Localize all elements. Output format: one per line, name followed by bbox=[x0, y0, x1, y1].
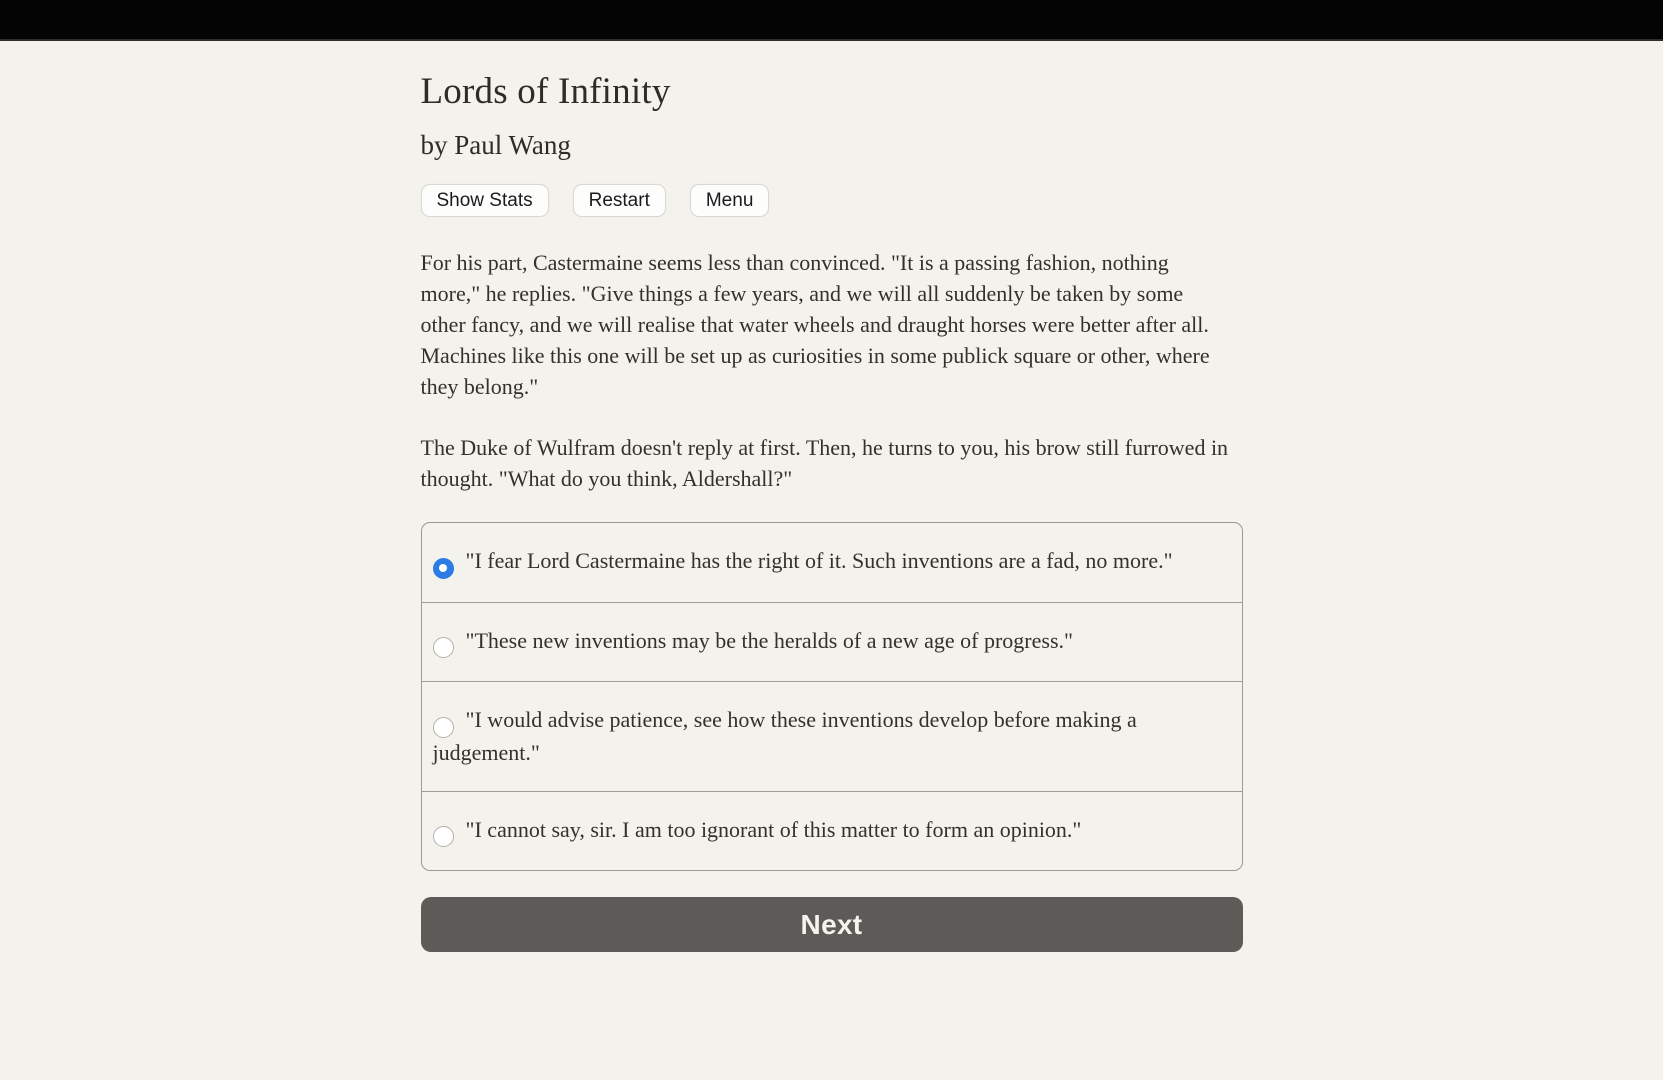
choice-option[interactable] bbox=[422, 602, 1242, 682]
choice-list bbox=[421, 522, 1243, 871]
next-button[interactable]: Next bbox=[421, 897, 1243, 952]
game-content bbox=[421, 41, 1243, 952]
restart-button[interactable]: Restart bbox=[573, 184, 666, 217]
choice-option-label: "These new inventions may be the heralds of a new age of progress." bbox=[465, 627, 1073, 653]
page-title: Lords of Infinity bbox=[420, 71, 671, 112]
show-stats-button[interactable]: Show Stats bbox=[421, 184, 549, 217]
radio-button-icon[interactable] bbox=[433, 558, 454, 579]
radio-button-icon[interactable] bbox=[433, 717, 454, 738]
choice-option[interactable] bbox=[422, 681, 1242, 791]
choice-option-label: "I cannot say, sir. I am too ignorant of this matter to form an opinion." bbox=[465, 816, 1082, 842]
choice-option-label: "I fear Lord Castermaine has the right of it. Such inventions are a fad, no more." bbox=[465, 548, 1173, 573]
toolbar bbox=[421, 184, 1243, 217]
story-text bbox=[421, 247, 1243, 494]
story-paragraph: The Duke of Wulfram doesn't reply at first. Then, he turns to you, his brow still furrowed in thought. "What do you think, Aldershall?" bbox=[420, 435, 1229, 491]
choice-option[interactable] bbox=[422, 523, 1242, 602]
choice-option-label: "I would advise patience, see how these inventions develop before making a judgement." bbox=[432, 707, 1137, 765]
radio-button-icon[interactable] bbox=[433, 637, 454, 658]
radio-button-icon[interactable] bbox=[433, 826, 454, 847]
menu-button[interactable]: Menu bbox=[690, 184, 770, 217]
author-byline: by Paul Wang bbox=[420, 130, 571, 160]
top-black-bar bbox=[0, 0, 1663, 41]
choice-option[interactable] bbox=[422, 791, 1242, 871]
story-paragraph: For his part, Castermaine seems less than convinced. "It is a passing fashion, nothing more," he replies. "Give things a few years, and we will all suddenly be taken by some other fancy, and we will realise that water wheels and draught horses were better after all. Machines like this one will be set up as curiosities in some publick square or other, where they belong." bbox=[420, 250, 1210, 399]
